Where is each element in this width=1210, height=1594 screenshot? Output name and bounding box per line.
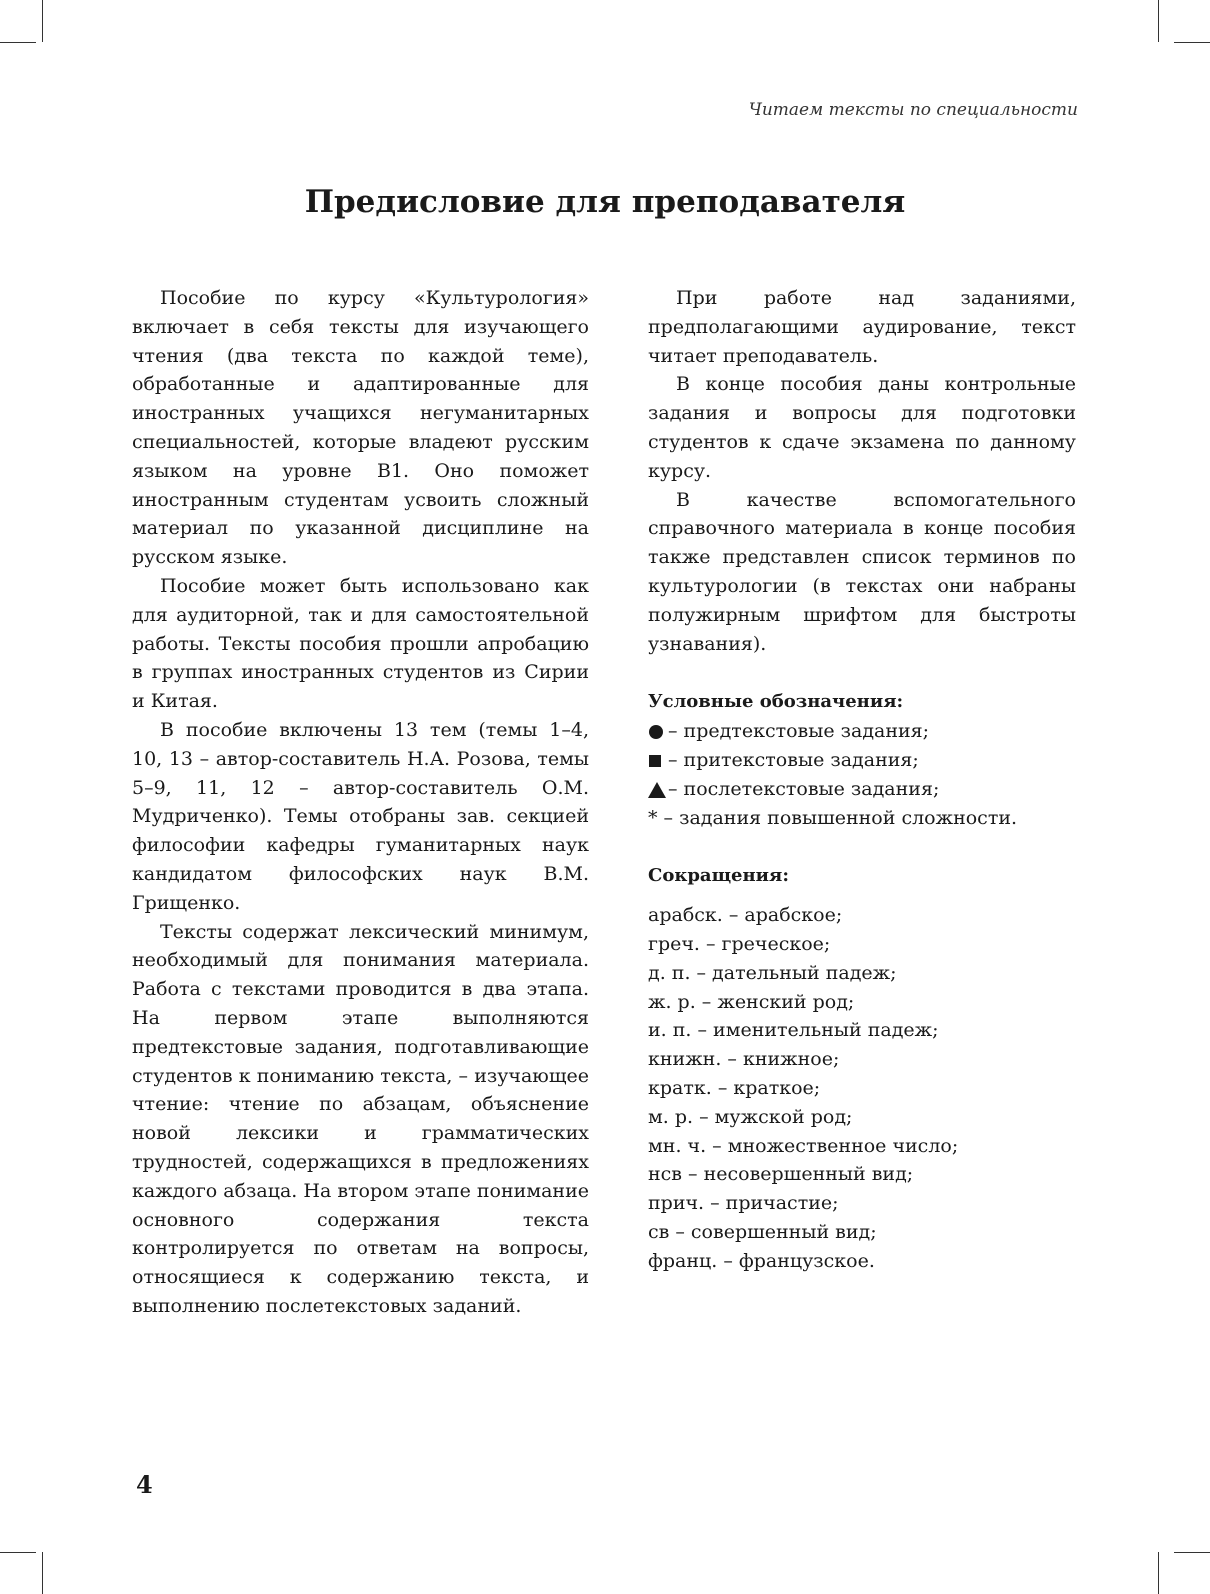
paragraph: В пособие включены 13 тем (темы 1–4, 10, 13 – автор-составитель Н.А. Розова, темы 5–9, 11, 12 – автор-составитель О.М. Мудриченко). Темы отобраны зав. секцией философии кафедры гуманитарных наук кандидатом философских наук В.М. Грищенко. — [132, 718, 589, 914]
legend — [648, 688, 1076, 832]
abbreviation-item: франц. – французское. — [648, 1249, 875, 1272]
square-icon — [648, 754, 668, 768]
crop-mark — [1174, 42, 1210, 43]
crop-mark — [1158, 0, 1159, 42]
crop-mark — [1174, 1552, 1210, 1553]
abbreviation-item: св – совершенный вид; — [648, 1220, 877, 1243]
crop-mark — [42, 1552, 43, 1594]
paragraph: В качестве вспомогательного справочного материала в конце пособия также представлен список терминов по культурологии (в текстах они набраны полужирным шрифтом для быстроты узнавания). — [648, 488, 1076, 655]
crop-mark — [42, 0, 43, 42]
paragraph: Пособие по курсу «Культурология» включает в себя тексты для изучающего чтения (два текста по каждой теме), обработанные и адаптированные для иностранных учащихся негуманитарных специальностей, которые владеют русским языком на уровне В1. Оно поможет иностранным студентам усвоить сложный материал по указанной дисциплине на русском языке. — [132, 287, 589, 569]
abbreviation-item: ж. р. – женский род; — [648, 990, 855, 1013]
running-head: Читаем тексты по специальности — [748, 100, 1078, 120]
abbreviation-item: книжн. – книжное; — [648, 1048, 840, 1071]
abbreviation-item: м. р. – мужской род; — [648, 1105, 853, 1128]
abbreviation-item: д. п. – дательный падеж; — [648, 961, 897, 984]
legend-item — [648, 804, 1076, 833]
crop-mark — [0, 1552, 36, 1553]
abbreviation-item: мн. ч. – множественное число; — [648, 1134, 959, 1157]
left-column — [132, 284, 589, 1321]
legend-item — [648, 717, 1076, 746]
legend-heading: Условные обозначения: — [648, 691, 904, 713]
page-number: 4 — [136, 1470, 153, 1499]
circle-icon — [648, 724, 668, 740]
abbreviation-item: кратк. – краткое; — [648, 1076, 821, 1099]
legend-text: – предтекстовые задания; — [668, 720, 930, 743]
crop-mark — [0, 42, 36, 43]
paragraph: В конце пособия даны контрольные задания и вопросы для подготовки студентов к сдаче экзамена по данному курсу. — [648, 373, 1076, 482]
crop-mark — [1158, 1552, 1159, 1594]
legend-text: – притекстовые задания; — [668, 748, 919, 771]
abbreviations — [648, 862, 1076, 1275]
page-title: Предисловие для преподавателя — [304, 184, 906, 220]
abbreviation-item: греч. – греческое; — [648, 932, 831, 955]
legend-item — [648, 775, 1076, 804]
paragraph: Пособие может быть использовано как для аудиторной, так и для самостоятельной работы. Тексты пособия прошли апробацию в группах иностранных студентов из Сирии и Китая. — [132, 574, 589, 713]
abbreviation-item: прич. – причастие; — [648, 1192, 839, 1215]
triangle-icon — [648, 782, 668, 798]
abbreviations-heading: Сокращения: — [648, 865, 789, 887]
abbreviation-item: нсв – несовершенный вид; — [648, 1163, 914, 1186]
abbreviation-item: и. п. – именительный падеж; — [648, 1019, 939, 1042]
abbreviation-item: арабск. – арабское; — [648, 904, 843, 927]
legend-item — [648, 746, 1076, 775]
legend-text: * – задания повышенной сложности. — [648, 806, 1018, 829]
right-column — [648, 284, 1076, 1276]
legend-text: – послетекстовые задания; — [668, 777, 940, 800]
paragraph: Тексты содержат лексический минимум, необходимый для понимания материала. Работа с текстами проводится в два этапа. На первом этапе выполняются предтекстовые задания, подготавливающие студентов к пониманию текста, – изучающее чтение: чтение по абзацам, объяснение новой лексики и грамматических трудностей, содержащихся в предложениях каждого абзаца. На втором этапе понимание основного содержания текста контролируется по ответам на вопросы, относящиеся к содержанию текста, и выполнению послетекстовых заданий. — [132, 920, 589, 1317]
paragraph: При работе над заданиями, предполагающими аудирование, текст читает преподаватель. — [648, 287, 1076, 367]
